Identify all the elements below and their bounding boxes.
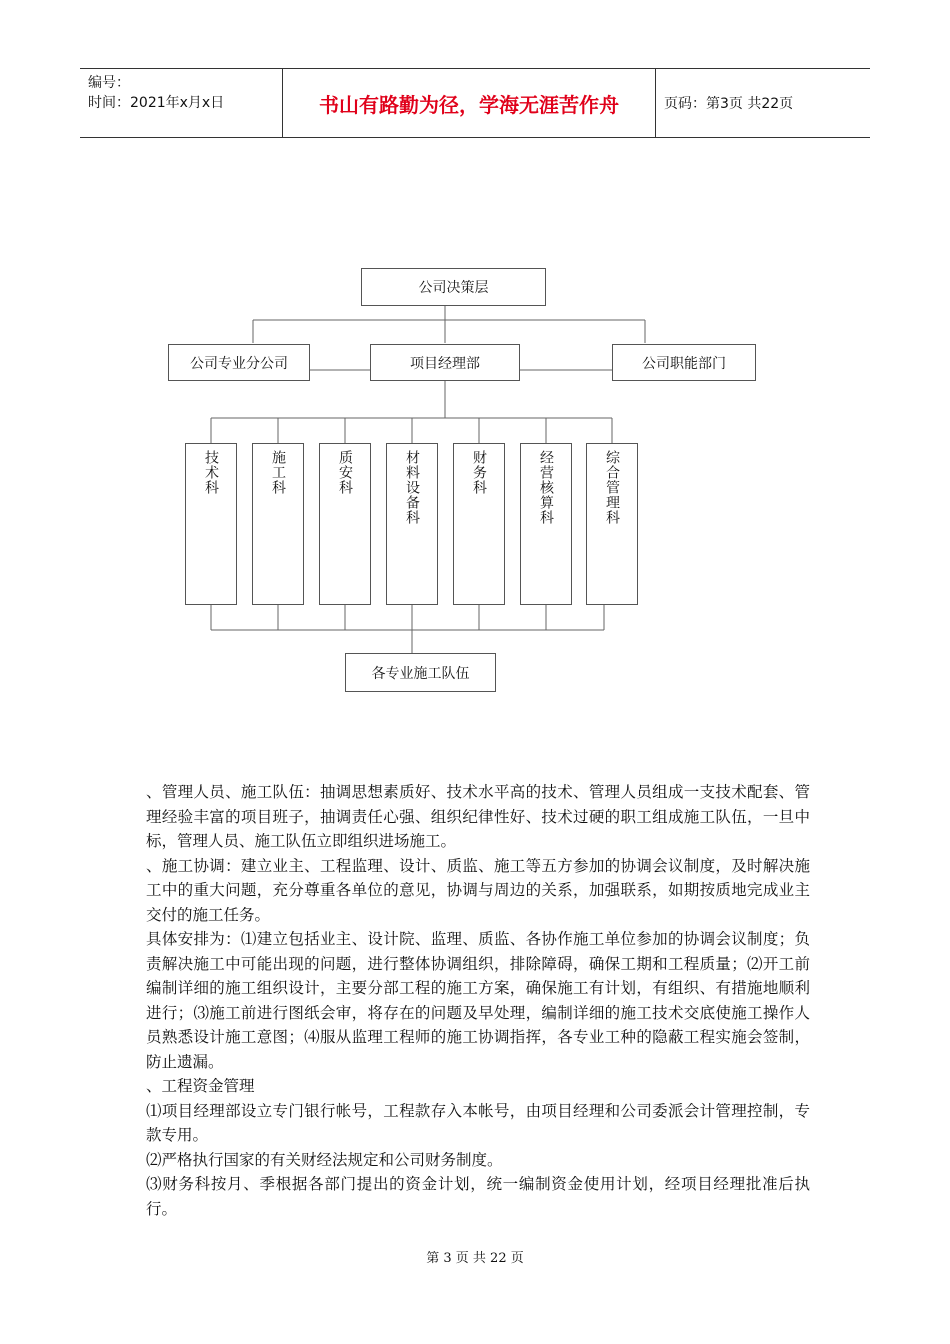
org-node-department: 经营核算科 (520, 443, 572, 605)
paragraph: ⑶财务科按月、季根据各部门提出的资金计划，统一编制资金使用计划，经项目经理批准后执行。 (146, 1175, 810, 1218)
motto: 书山有路勤为径，学海无涯苦作舟 (319, 93, 619, 117)
paragraph: 具体安排为：⑴建立包括业主、设计院、监理、质监、各协作施工单位参加的协调会议制度；负责解决施工中可能出现的问题，进行整体协调组织，排除障碍，确保工期和工程质量；⑵开工前编制详细的施工组织设计，主要分部工程的施工方案，确保施工有计划，有组织、有措施地顺利进行；⑶施工前进行图纸会审，将存在的问题及早处理，编制详细的施工技术交底使施工操作人员熟悉设计施工意图；⑷服从监理工程师的施工协调指挥，各专业工种的隐蔽工程实施会签制，防止遗漏。 (146, 930, 810, 1071)
number-label: 编号： (88, 75, 130, 91)
page-number-label: 页码：第3页 共22页 (664, 96, 794, 112)
org-node-functional-dept: 公司职能部门 (612, 344, 756, 381)
org-node-department: 综合管理科 (586, 443, 638, 605)
time-label: 时间：2021年x月x日 (88, 95, 225, 111)
org-node-department: 材料设备科 (386, 443, 438, 605)
page-footer: 第 3 页 共 22 页 (426, 1251, 524, 1266)
paragraph: 、管理人员、施工队伍：抽调思想素质好、技术水平高的技术、管理人员组成一支技术配套、管理经验丰富的项目班子，抽调责任心强、组织纪律性好、技术过硬的职工组成施工队伍，一旦中标，管理人员、施工队伍立即组织进场施工。 (146, 783, 810, 850)
body-text (146, 780, 810, 1221)
org-node-project-dept: 项目经理部 (370, 344, 520, 381)
org-node-department: 财务科 (453, 443, 505, 605)
paragraph: ⑵严格执行国家的有关财经法规定和公司财务制度。 (146, 1150, 503, 1169)
org-node-branch-company: 公司专业分公司 (168, 344, 310, 381)
paragraph: 、施工协调：建立业主、工程监理、设计、质监、施工等五方参加的协调会议制度，及时解决施工中的重大问题，充分尊重各单位的意见，协调与周边的关系，加强联系，如期按质地完成业主交付的施工任务。 (146, 856, 810, 924)
org-node-department: 技术科 (185, 443, 237, 605)
org-node-decision-layer: 公司决策层 (361, 268, 546, 306)
org-node-department: 质安科 (319, 443, 371, 605)
org-node-construction-teams: 各专业施工队伍 (345, 653, 496, 692)
paragraph: 、工程资金管理 (146, 1077, 255, 1095)
org-node-department: 施工科 (252, 443, 304, 605)
paragraph: ⑴项目经理部设立专门银行帐号，工程款存入本帐号，由项目经理和公司委派会计管理控制，专款专用。 (146, 1101, 810, 1144)
